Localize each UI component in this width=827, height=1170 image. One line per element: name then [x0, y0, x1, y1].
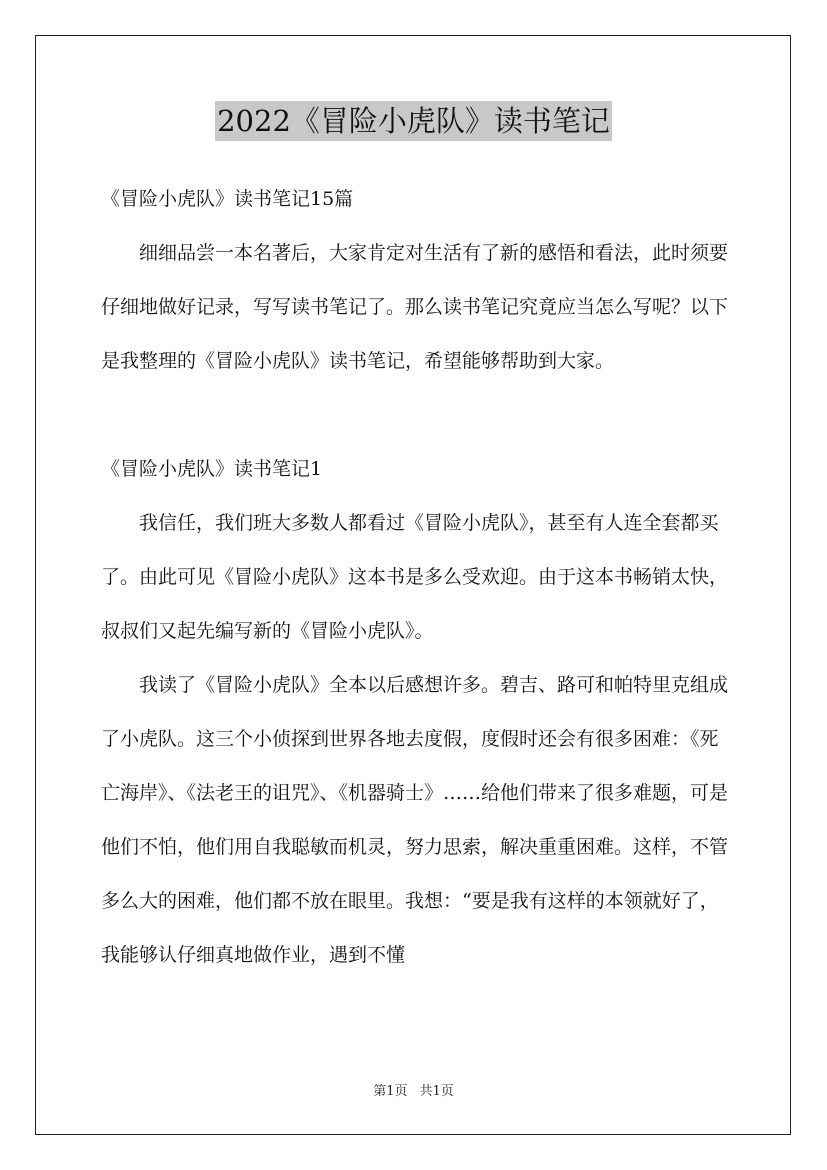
- page-number: 第1页: [373, 1084, 408, 1099]
- page-footer: [0, 1083, 827, 1101]
- intro-paragraph: 细细品尝一本名著后，大家肯定对生活有了新的感悟和看法，此时须要仔细地做好记录，写写读书笔记了。那么读书笔记究竟应当怎么写呢？以下是我整理的《冒险小虎队》读书笔记，希望能够帮助到大家。: [101, 242, 729, 372]
- document-body: [101, 172, 729, 982]
- page-total: 共1页: [419, 1084, 454, 1099]
- intro-heading: 《冒险小虎队》读书笔记15篇: [101, 188, 354, 210]
- title-container: [0, 101, 827, 141]
- section-spacer: [101, 388, 729, 442]
- document-title: 2022《冒险小虎队》读书笔记: [215, 101, 612, 141]
- section1-heading: 《冒险小虎队》读书笔记1: [101, 458, 323, 480]
- section1-paragraph: 我信任，我们班大多数人都看过《冒险小虎队》，甚至有人连全套都买了。由此可见《冒险小虎队》这本书是多么受欢迎。由于这本书畅销太快，叔叔们又起先编写新的《冒险小虎队》。: [101, 512, 729, 642]
- section1-paragraph: 我读了《冒险小虎队》全本以后感想许多。碧吉、路可和帕特里克组成了小虎队。这三个小侦探到世界各地去度假，度假时还会有很多困难：《死亡海岸》、《法老王的诅咒》、《机器骑士》……给他们带来了很多难题，可是他们不怕，他们用自我聪敏而机灵，努力思索，解决重重困难。这样，不管多么大的困难，他们都不放在眼里。我想：“要是我有这样的本领就好了，我能够认仔细真地做作业，遇到不懂: [101, 674, 729, 966]
